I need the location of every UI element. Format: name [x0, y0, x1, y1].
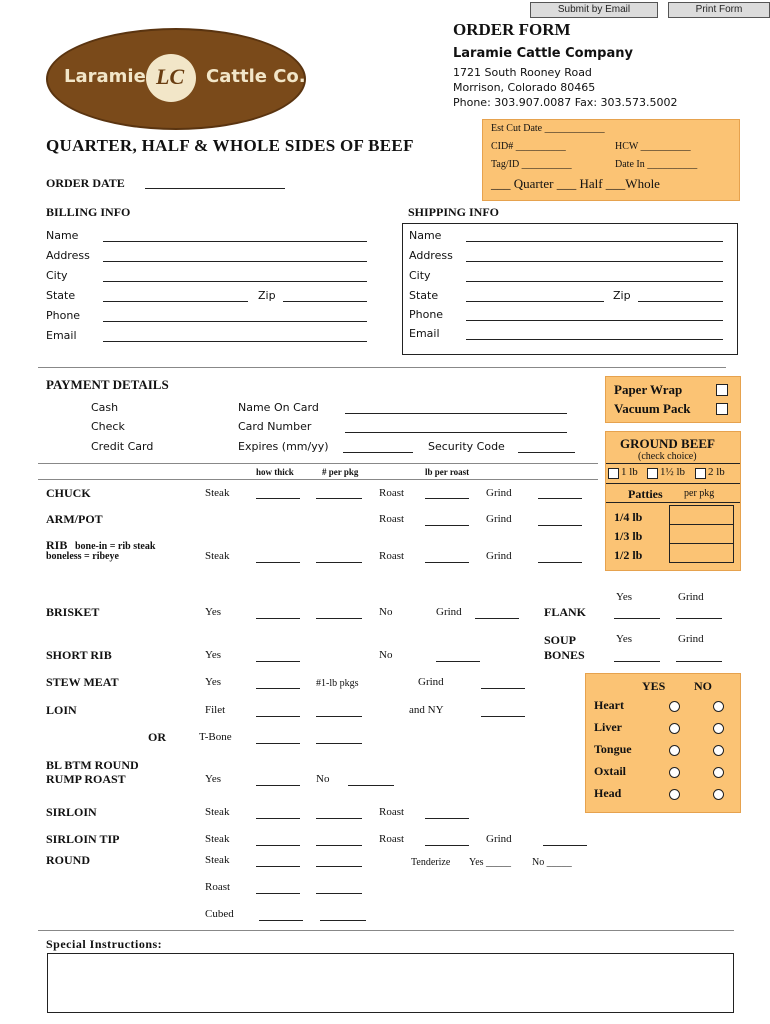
- billing-heading: BILLING INFO: [46, 205, 131, 219]
- payment-check[interactable]: Check: [91, 420, 125, 433]
- cut-info-box: Est Cut Date ____________ CID# __________ HCW __________ Tag/ID __________ Date In __________ ___ Quarter ___ Half ___Whole: [482, 119, 740, 201]
- shipping-zip-field[interactable]: [638, 301, 723, 302]
- security-code-field[interactable]: [518, 452, 575, 453]
- name-on-card-field[interactable]: [345, 413, 567, 414]
- tongue-yes-radio[interactable]: [669, 745, 680, 756]
- payment-cash[interactable]: Cash: [91, 401, 119, 414]
- shipping-address-field[interactable]: [466, 261, 723, 262]
- liver-no-radio[interactable]: [713, 723, 724, 734]
- company-logo: Laramie LC Cattle Co.: [46, 28, 306, 130]
- shipping-phone-field[interactable]: [466, 320, 723, 321]
- billing-name-field[interactable]: [103, 241, 367, 242]
- print-form-button[interactable]: Print Form: [668, 2, 770, 18]
- billing-zip-field[interactable]: [283, 301, 367, 302]
- company-phone: Phone: 303.907.0087 Fax: 303.573.5002: [453, 96, 678, 109]
- shipping-heading: SHIPPING INFO: [408, 205, 500, 219]
- head-yes-radio[interactable]: [669, 789, 680, 800]
- patties-third-field[interactable]: [669, 524, 734, 544]
- special-instructions-field[interactable]: [47, 953, 734, 1013]
- payment-credit-card[interactable]: Credit Card: [91, 440, 154, 453]
- form-heading: QUARTER, HALF & WHOLE SIDES OF BEEF: [46, 136, 414, 155]
- billing-city-field[interactable]: [103, 281, 367, 282]
- liver-yes-radio[interactable]: [669, 723, 680, 734]
- company-address-1: 1721 South Rooney Road: [453, 66, 592, 79]
- order-date-label: ORDER DATE: [46, 176, 125, 190]
- company-address-2: Morrison, Colorado 80465: [453, 81, 596, 94]
- order-date-field[interactable]: [145, 188, 285, 189]
- company-name: Laramie Cattle Company: [453, 46, 633, 61]
- ground-1-5lb-checkbox[interactable]: [647, 468, 658, 479]
- heart-no-radio[interactable]: [713, 701, 724, 712]
- expires-field[interactable]: [343, 452, 413, 453]
- wrap-box: Paper Wrap Vacuum Pack: [605, 376, 741, 423]
- billing-phone-field[interactable]: [103, 321, 367, 322]
- payment-heading: PAYMENT DETAILS: [46, 377, 169, 392]
- paper-wrap-checkbox[interactable]: [716, 384, 728, 396]
- shipping-name-field[interactable]: [466, 241, 723, 242]
- oxtail-yes-radio[interactable]: [669, 767, 680, 778]
- patties-half-field[interactable]: [669, 543, 734, 563]
- vacuum-pack-checkbox[interactable]: [716, 403, 728, 415]
- shipping-box: [402, 223, 738, 355]
- ground-1lb-checkbox[interactable]: [608, 468, 619, 479]
- form-title: ORDER FORM: [453, 20, 571, 39]
- submit-by-email-button[interactable]: Submit by Email: [530, 2, 658, 18]
- shipping-state-field[interactable]: [466, 301, 604, 302]
- card-number-field[interactable]: [345, 432, 567, 433]
- billing-email-field[interactable]: [103, 341, 367, 342]
- special-instructions-label: Special Instructions:: [46, 937, 163, 951]
- divider: [38, 367, 726, 368]
- shipping-city-field[interactable]: [466, 281, 723, 282]
- head-no-radio[interactable]: [713, 789, 724, 800]
- ground-beef-box: GROUND BEEF (check choice) 1 lb 1½ lb 2 lb Patties per pkg 1/4 lb 1/3 lb 1/2 lb: [605, 431, 741, 571]
- ground-2lb-checkbox[interactable]: [695, 468, 706, 479]
- heart-yes-radio[interactable]: [669, 701, 680, 712]
- oxtail-no-radio[interactable]: [713, 767, 724, 778]
- organs-box: YES NO Heart Liver Tongue Oxtail Head: [585, 673, 741, 813]
- billing-address-field[interactable]: [103, 261, 367, 262]
- billing-state-field[interactable]: [103, 301, 248, 302]
- patties-quarter-field[interactable]: [669, 505, 734, 525]
- shipping-email-field[interactable]: [466, 339, 723, 340]
- tongue-no-radio[interactable]: [713, 745, 724, 756]
